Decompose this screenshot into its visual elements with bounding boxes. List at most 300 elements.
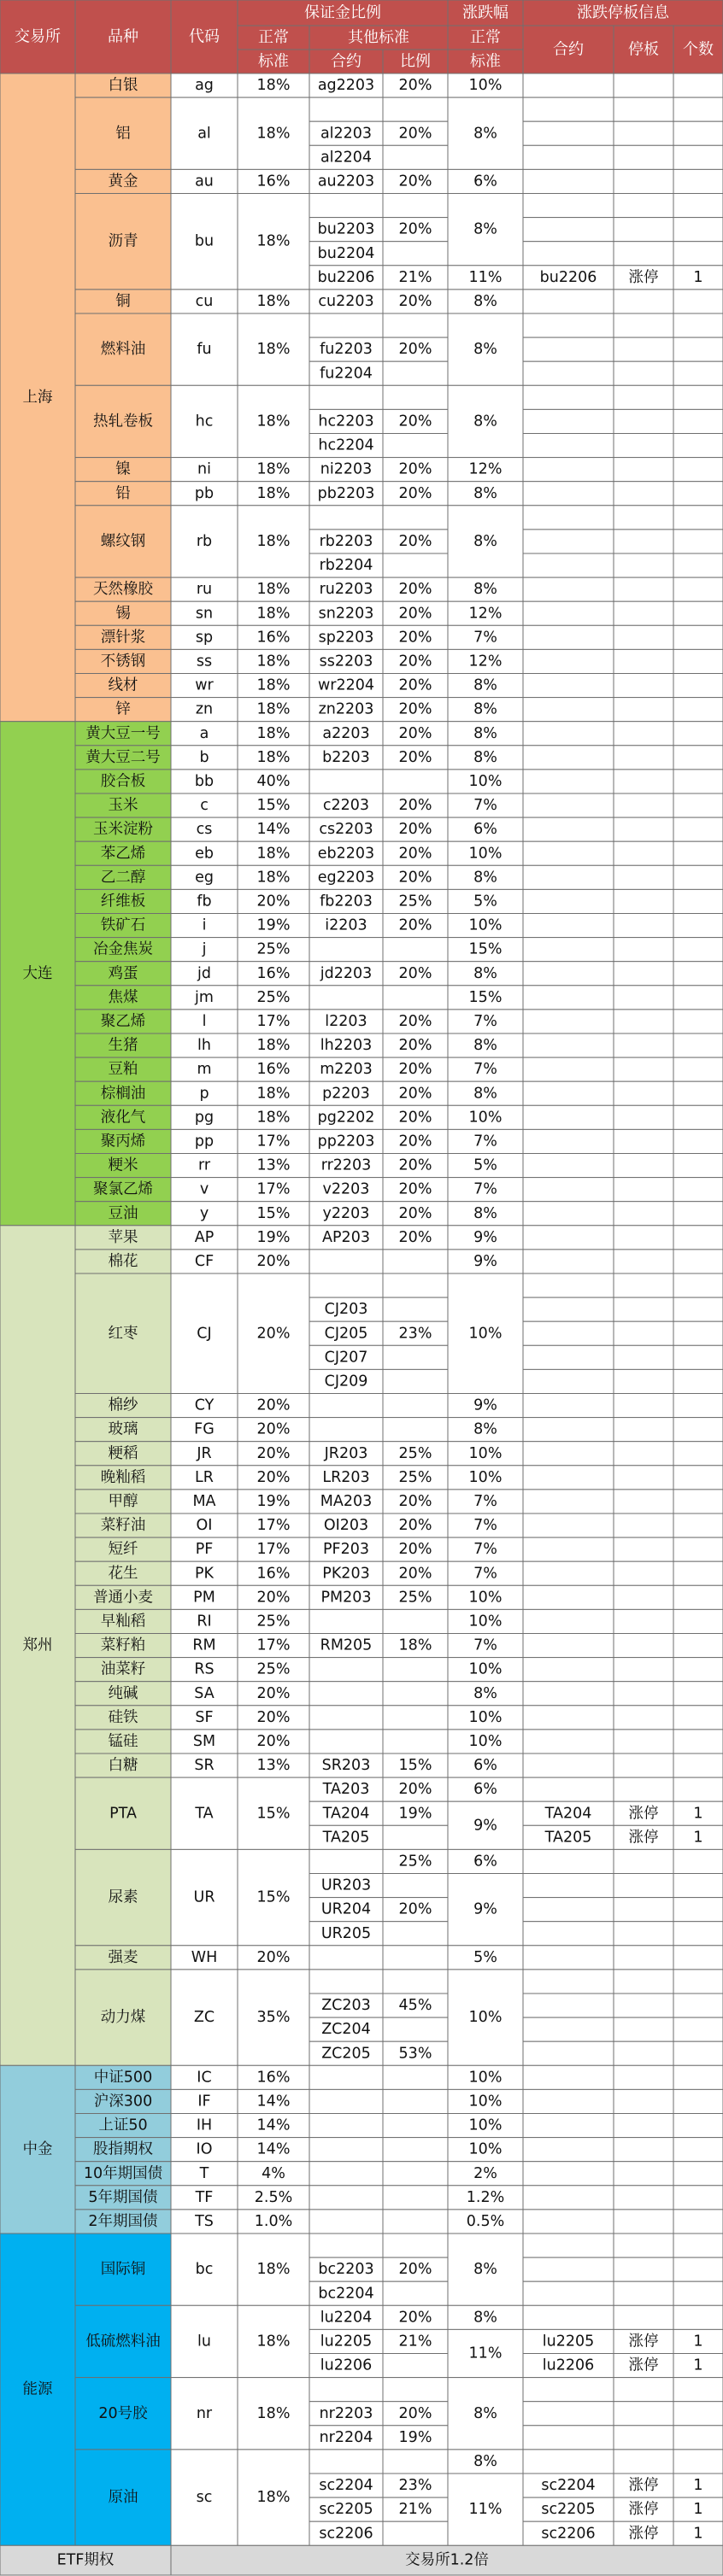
row-TA-info-count-text: 1 [693, 1829, 703, 1847]
row-ni-code-text: ni [197, 460, 211, 478]
row-bc-info-board [614, 2281, 673, 2305]
row-MA-info-board [614, 1490, 673, 1513]
row-j-info-board [614, 938, 673, 962]
row-jd-info-count [673, 962, 723, 986]
row-bu-variety-text: 沥青 [108, 232, 138, 250]
row-a-limit-text: 8% [473, 724, 497, 742]
row-PF-info-count [673, 1537, 723, 1561]
row-zn-info-board [614, 698, 673, 722]
row-OI-limit-text: 7% [473, 1517, 497, 1535]
row-UR-info-count [673, 1922, 723, 1946]
row-pb-sub-ratio-text: 20% [398, 484, 432, 502]
row-rr-variety-text: 粳米 [108, 1156, 138, 1174]
row-ZC-variety-text: 动力煤 [100, 2009, 146, 2027]
row-SA-sub-contract [309, 1682, 383, 1706]
row-pp-sub-contract-text: pp2203 [317, 1133, 375, 1150]
row-bu-code-text: bu [194, 232, 215, 250]
row-eb-sub-contract-text: eb2203 [317, 845, 375, 863]
row-UR-code-text: UR [193, 1888, 215, 1906]
row-RI-info-count [673, 1609, 723, 1633]
row-bu-info-board [614, 194, 673, 218]
row-ZC-info-board [614, 1993, 673, 2017]
row-sn-variety-text: 锡 [115, 605, 131, 623]
row-ag-info-board [614, 73, 673, 97]
row-PK-std-text: 16% [256, 1565, 291, 1583]
row-nr-variety-text: 20号胶 [98, 2404, 148, 2422]
row-ni-std-text: 18% [256, 460, 291, 478]
row-ZC-sub-contract [309, 1970, 383, 1993]
row-TF-limit-text: 1.2% [466, 2188, 505, 2206]
row-cu-limit-text: 8% [473, 292, 497, 310]
row-wr-code-text: wr [195, 676, 214, 694]
row-pp-limit-text: 7% [473, 1133, 497, 1150]
row-PF-code-text: PF [195, 1541, 214, 1559]
row-UR-info-count [673, 1874, 723, 1898]
row-sc-info-board [614, 2450, 673, 2474]
row-FG-limit-text: 8% [473, 1420, 497, 1438]
row-TF-sub-contract [309, 2186, 383, 2210]
header-std-text: 标准 [258, 52, 289, 71]
row-l-sub-contract-text: l2203 [325, 1012, 367, 1030]
row-ni-sub-ratio-text: 20% [398, 460, 432, 478]
row-pg-limit-text: 10% [468, 1109, 503, 1127]
row-nr-sub-contract-text: nr2203 [319, 2404, 373, 2422]
row-RS-info-contract [523, 1658, 614, 1682]
header-limit-normal-text: 正常 [470, 28, 501, 47]
row-ZC-sub-contract-text: ZC204 [321, 2021, 371, 2039]
row-IF-variety-text: 沪深300 [93, 2093, 153, 2111]
row-RI-info-contract [523, 1609, 614, 1633]
row-lu-info-contract [523, 2305, 614, 2329]
row-rb-info-contract [523, 553, 614, 577]
row-ZC-info-count [673, 1993, 723, 2017]
row-WH-info-contract [523, 1946, 614, 1970]
row-lh-std-text: 18% [256, 1037, 291, 1055]
row-TF-code-text: TF [195, 2188, 214, 2206]
row-PM-sub-ratio-text: 25% [398, 1589, 432, 1607]
row-b-info-count [673, 746, 723, 770]
row-al-info-count [673, 145, 723, 169]
row-CJ-info-board [614, 1273, 673, 1297]
row-bu-sub-ratio [383, 242, 448, 266]
row-m-limit-text: 7% [473, 1061, 497, 1079]
row-UR-sub-ratio [383, 1922, 448, 1946]
row-hc-code-text: hc [195, 413, 214, 430]
row-SM-std-text: 20% [256, 1732, 291, 1750]
row-lu-info-count-text: 1 [693, 2333, 703, 2351]
row-pp-std-text: 17% [256, 1133, 291, 1150]
row-bb-code-text: bb [194, 772, 215, 790]
row-hc-info-contract [523, 409, 614, 433]
row-rr-sub-contract-text: rr2203 [320, 1156, 372, 1174]
row-bc-variety-text: 国际铜 [100, 2261, 146, 2279]
row-l-info-count [673, 1010, 723, 1033]
row-fu-info-count [673, 337, 723, 361]
row-TS-info-board [614, 2210, 673, 2234]
row-CF-std-text: 20% [256, 1252, 291, 1270]
row-wr-info-contract [523, 674, 614, 698]
row-hc-std-text: 18% [256, 413, 291, 430]
row-ru-limit-text: 8% [473, 581, 497, 599]
row-fu-info-count [673, 361, 723, 385]
row-RS-sub-ratio [383, 1658, 448, 1682]
row-al-info-contract [523, 145, 614, 169]
row-IO-info-count [673, 2138, 723, 2162]
row-zn-sub-ratio-text: 20% [398, 700, 432, 718]
row-rb-sub-contract-text: rb2204 [319, 557, 373, 575]
row-T-sub-contract [309, 2162, 383, 2186]
row-ss-sub-contract-text: ss2203 [319, 653, 373, 670]
row-IH-sub-ratio [383, 2114, 448, 2138]
row-IF-info-board [614, 2089, 673, 2113]
row-TA-std-text: 15% [256, 1805, 291, 1823]
row-lu-info-count-text: 1 [693, 2356, 703, 2374]
row-PF-std-text: 17% [256, 1541, 291, 1559]
row-eg-variety-text: 乙二醇 [100, 869, 146, 887]
row-IH-sub-contract [309, 2114, 383, 2138]
row-m-variety-text: 豆粕 [108, 1061, 138, 1079]
row-a-info-count [673, 722, 723, 746]
row-eb-variety-text: 苯乙烯 [100, 845, 146, 863]
row-T-std-text: 4% [262, 2164, 285, 2182]
row-a-info-board [614, 722, 673, 746]
row-i-variety-text: 铁矿石 [100, 916, 146, 934]
row-CJ-info-count [673, 1297, 723, 1321]
row-CJ-info-count [673, 1345, 723, 1369]
row-eb-info-contract [523, 841, 614, 865]
row-hc-sub-contract [309, 385, 383, 409]
row-fu-sub-ratio-text: 20% [398, 341, 432, 359]
row-zn-info-count [673, 698, 723, 722]
row-T-info-count [673, 2162, 723, 2186]
row-CJ-info-count [673, 1321, 723, 1345]
row-bb-variety-text: 胶合板 [100, 772, 146, 790]
row-TA-limit-rest-text: 9% [473, 1817, 497, 1835]
row-eg-info-contract [523, 865, 614, 889]
row-JR-limit-text: 10% [468, 1444, 503, 1462]
row-ZC-info-contract [523, 1970, 614, 1993]
row-IH-std-text: 14% [256, 2116, 291, 2134]
row-i-std-text: 19% [256, 916, 291, 934]
row-ZC-limit-text: 10% [468, 2009, 503, 2027]
row-au-info-count [673, 169, 723, 193]
row-bu-sub-contract-text: bu2204 [317, 244, 375, 262]
row-SR-info-count [673, 1753, 723, 1777]
row-zn-sub-contract-text: zn2203 [318, 700, 374, 718]
row-LR-std-text: 20% [256, 1468, 291, 1486]
row-hc-sub-contract-text: hc2203 [318, 413, 374, 430]
row-j-std-text: 25% [256, 940, 291, 958]
row-lu-std-text: 18% [256, 2333, 291, 2351]
row-CY-info-board [614, 1394, 673, 1418]
row-OI-std-text: 17% [256, 1517, 291, 1535]
row-al-info-count [673, 97, 723, 121]
row-cu-variety-text: 铜 [115, 292, 131, 310]
row-l-variety-text: 聚乙烯 [100, 1012, 146, 1030]
row-FG-info-count [673, 1418, 723, 1442]
row-j-code-text: j [202, 940, 207, 958]
row-UR-sub-contract [309, 1849, 383, 1873]
row-cs-std-text: 14% [256, 821, 291, 839]
row-MA-info-contract [523, 1490, 614, 1513]
row-CJ-sub-ratio [383, 1273, 448, 1297]
row-fb-limit-text: 5% [473, 893, 497, 910]
row-TF-info-contract [523, 2186, 614, 2210]
row-FG-info-board [614, 1418, 673, 1442]
row-al-info-contract [523, 97, 614, 121]
row-jd-code-text: jd [197, 964, 211, 982]
row-l-std-text: 17% [256, 1012, 291, 1030]
row-SR-sub-contract-text: SR203 [321, 1757, 371, 1775]
row-IF-sub-contract [309, 2089, 383, 2113]
row-c-code-text: c [200, 797, 209, 815]
row-lu-limit-text: 8% [473, 2309, 497, 2327]
row-cs-sub-ratio-text: 20% [398, 821, 432, 839]
row-ss-limit-text: 12% [468, 653, 503, 670]
row-bc-info-contract [523, 2257, 614, 2281]
row-RS-variety-text: 油菜籽 [100, 1660, 146, 1678]
row-rr-sub-ratio-text: 20% [398, 1156, 432, 1174]
row-UR-info-contract [523, 1874, 614, 1898]
row-lu-sub-contract-text: lu2204 [320, 2309, 373, 2327]
row-JR-info-count [673, 1442, 723, 1466]
row-bu-info-count [673, 194, 723, 218]
row-j-variety-text: 冶金焦炭 [93, 940, 153, 958]
row-ZC-info-count [673, 2017, 723, 2041]
row-bc-info-board [614, 2234, 673, 2257]
row-p-code-text: p [199, 1085, 209, 1103]
row-jm-code-text: jm [195, 988, 214, 1006]
row-eb-limit-text: 10% [468, 845, 503, 863]
row-ag-limit-text: 10% [468, 77, 503, 95]
row-ru-std-text: 18% [256, 581, 291, 599]
row-pp-info-board [614, 1129, 673, 1153]
row-UR-sub-contract-text: UR204 [320, 1900, 372, 1918]
row-CY-code-text: CY [194, 1396, 215, 1414]
row-sc-sub-contract-text: sc2206 [319, 2525, 373, 2543]
row-bu-info-count-text: 1 [693, 268, 703, 286]
row-OI-code-text: OI [196, 1517, 213, 1535]
row-nr-info-contract [523, 2426, 614, 2450]
row-jd-sub-contract-text: jd2203 [320, 964, 373, 982]
row-PF-sub-contract-text: PF203 [322, 1541, 370, 1559]
row-TS-info-count [673, 2210, 723, 2234]
row-al-sub-ratio-text: 20% [398, 125, 432, 143]
row-SA-limit-text: 8% [473, 1684, 497, 1702]
row-i-limit-text: 10% [468, 916, 503, 934]
row-JR-code-text: JR [197, 1444, 212, 1462]
row-AP-limit-text: 9% [473, 1228, 497, 1246]
row-eg-sub-ratio-text: 20% [398, 869, 432, 887]
row-sc-info-contract-text: sc2204 [541, 2477, 596, 2495]
row-eb-code-text: eb [195, 845, 214, 863]
row-bu-sub-contract-text: bu2206 [317, 268, 375, 286]
row-sp-code-text: sp [195, 629, 214, 647]
row-ZC-info-count [673, 1970, 723, 1993]
row-AP-info-board [614, 1226, 673, 1250]
row-bu-sub-ratio-text: 20% [398, 220, 432, 238]
row-CJ-info-board [614, 1369, 673, 1393]
row-lu-sub-contract-text: lu2205 [320, 2333, 373, 2351]
row-eg-info-count [673, 865, 723, 889]
row-TS-info-contract [523, 2210, 614, 2234]
row-WH-info-board [614, 1946, 673, 1970]
row-IO-sub-contract [309, 2138, 383, 2162]
row-b-limit-text: 8% [473, 748, 497, 766]
row-sn-info-board [614, 601, 673, 625]
row-i-code-text: i [202, 916, 207, 934]
row-LR-info-contract [523, 1466, 614, 1490]
row-JR-info-contract [523, 1442, 614, 1466]
row-TA-info-board-text: 涨停 [628, 1805, 659, 1823]
row-p-info-contract [523, 1081, 614, 1105]
exchange-0-text: 上海 [22, 389, 53, 407]
row-bb-info-board [614, 770, 673, 793]
row-a-sub-ratio-text: 20% [398, 724, 432, 742]
row-UR-info-board [614, 1922, 673, 1946]
row-sp-std-text: 16% [256, 629, 291, 647]
row-CF-sub-contract [309, 1250, 383, 1273]
row-JR-sub-contract-text: JR203 [324, 1444, 368, 1462]
row-AP-sub-ratio-text: 20% [398, 1228, 432, 1246]
row-PM-info-contract [523, 1585, 614, 1609]
row-SA-std-text: 20% [256, 1684, 291, 1702]
row-CJ-info-board [614, 1321, 673, 1345]
row-LR-sub-ratio-text: 25% [398, 1468, 432, 1486]
row-y-sub-ratio-text: 20% [398, 1204, 432, 1222]
row-sc-info-contract-text: sc2206 [541, 2525, 596, 2543]
row-IO-limit-text: 10% [468, 2140, 503, 2158]
row-sn-info-count [673, 601, 723, 625]
row-rb-std-text: 18% [256, 532, 291, 550]
row-TA-info-contract-text: TA205 [544, 1829, 592, 1847]
row-IF-sub-ratio [383, 2089, 448, 2113]
row-fu-info-count [673, 313, 723, 337]
row-LR-sub-contract-text: LR203 [322, 1468, 370, 1486]
row-au-sub-ratio-text: 20% [398, 173, 432, 190]
row-IF-code-text: IF [197, 2093, 211, 2111]
row-v-limit-text: 7% [473, 1180, 497, 1198]
row-wr-variety-text: 线材 [108, 676, 138, 694]
row-ZC-sub-ratio [383, 1970, 448, 1993]
row-CJ-info-contract [523, 1369, 614, 1393]
row-T-sub-ratio [383, 2162, 448, 2186]
row-fu-info-contract [523, 337, 614, 361]
row-cu-info-board [614, 290, 673, 313]
row-bc-info-count [673, 2234, 723, 2257]
row-JR-variety-text: 粳稻 [108, 1444, 138, 1462]
row-rb-limit-text: 8% [473, 532, 497, 550]
row-ss-info-count [673, 649, 723, 673]
row-RS-info-count [673, 1658, 723, 1682]
row-SM-sub-contract [309, 1730, 383, 1753]
row-hc-limit-text: 8% [473, 413, 497, 430]
row-TS-std-text: 1.0% [254, 2212, 293, 2230]
row-sn-std-text: 18% [256, 605, 291, 623]
row-rb-info-count [673, 530, 723, 553]
row-pg-code-text: pg [194, 1109, 215, 1127]
row-cs-sub-contract-text: cs2203 [319, 821, 373, 839]
row-PM-info-count [673, 1585, 723, 1609]
row-al-sub-ratio [383, 145, 448, 169]
row-ru-code-text: ru [196, 581, 213, 599]
row-RM-info-contract [523, 1634, 614, 1658]
row-CJ-info-count [673, 1273, 723, 1297]
row-UR-info-count [673, 1849, 723, 1873]
row-IO-info-board [614, 2138, 673, 2162]
row-ru-variety-text: 天然橡胶 [93, 581, 153, 599]
row-v-code-text: v [199, 1180, 209, 1198]
row-fu-limit-text: 8% [473, 341, 497, 359]
row-jm-info-count [673, 986, 723, 1010]
row-ZC-info-contract [523, 2041, 614, 2065]
row-CF-sub-ratio [383, 1250, 448, 1273]
row-CJ-info-contract [523, 1345, 614, 1369]
row-CJ-sub-contract [309, 1273, 383, 1297]
row-au-variety-text: 黄金 [108, 173, 138, 190]
row-FG-sub-ratio [383, 1418, 448, 1442]
row-PK-limit-text: 7% [473, 1565, 497, 1583]
row-hc-sub-ratio [383, 434, 448, 458]
row-rb-variety-text: 螺纹钢 [100, 532, 146, 550]
row-CJ-info-board [614, 1345, 673, 1369]
row-UR-limit-text: 6% [473, 1853, 497, 1871]
row-pg-info-board [614, 1105, 673, 1129]
row-lu-info-board [614, 2305, 673, 2329]
row-AP-std-text: 19% [256, 1228, 291, 1246]
row-m-info-contract [523, 1057, 614, 1081]
row-PM-code-text: PM [193, 1589, 215, 1607]
row-SF-code-text: SF [195, 1708, 214, 1726]
row-fu-sub-ratio [383, 361, 448, 385]
row-CJ-sub-ratio [383, 1297, 448, 1321]
row-fu-sub-contract [309, 313, 383, 337]
row-lu-info-contract-text: lu2205 [542, 2333, 595, 2351]
row-sc-info-board-text: 涨停 [628, 2477, 659, 2495]
row-RM-info-count [673, 1634, 723, 1658]
row-SM-info-board [614, 1730, 673, 1753]
row-lu-sub-ratio-text: 20% [398, 2309, 432, 2327]
row-c-info-contract [523, 793, 614, 817]
row-CJ-sub-ratio-text: 23% [398, 1325, 432, 1343]
header-other-std-text: 其他标准 [348, 28, 409, 47]
row-IC-sub-contract [309, 2065, 383, 2089]
row-LR-code-text: LR [195, 1468, 214, 1486]
row-hc-info-count [673, 434, 723, 458]
row-cu-sub-contract-text: cu2203 [318, 292, 374, 310]
row-b-code-text: b [199, 748, 209, 766]
row-SF-limit-text: 10% [468, 1708, 503, 1726]
row-JR-std-text: 20% [256, 1444, 291, 1462]
row-jm-sub-ratio [383, 986, 448, 1010]
row-lu-info-board-text: 涨停 [628, 2333, 659, 2351]
row-ag-sub-contract-text: ag2203 [317, 77, 375, 95]
row-UR-info-board [614, 1849, 673, 1873]
row-pb-variety-text: 铅 [115, 484, 131, 502]
row-hc-info-board [614, 434, 673, 458]
row-b-sub-contract-text: b2203 [322, 748, 370, 766]
row-ss-variety-text: 不锈钢 [100, 653, 146, 670]
row-CJ-info-contract [523, 1321, 614, 1345]
row-LR-variety-text: 晚籼稻 [100, 1468, 146, 1486]
row-bc-info-count [673, 2281, 723, 2305]
row-rr-std-text: 13% [256, 1156, 291, 1174]
row-nr-code-text: nr [196, 2404, 213, 2422]
row-TF-sub-ratio [383, 2186, 448, 2210]
row-PF-limit-text: 7% [473, 1541, 497, 1559]
row-RI-sub-ratio [383, 1609, 448, 1633]
row-pg-std-text: 18% [256, 1109, 291, 1127]
